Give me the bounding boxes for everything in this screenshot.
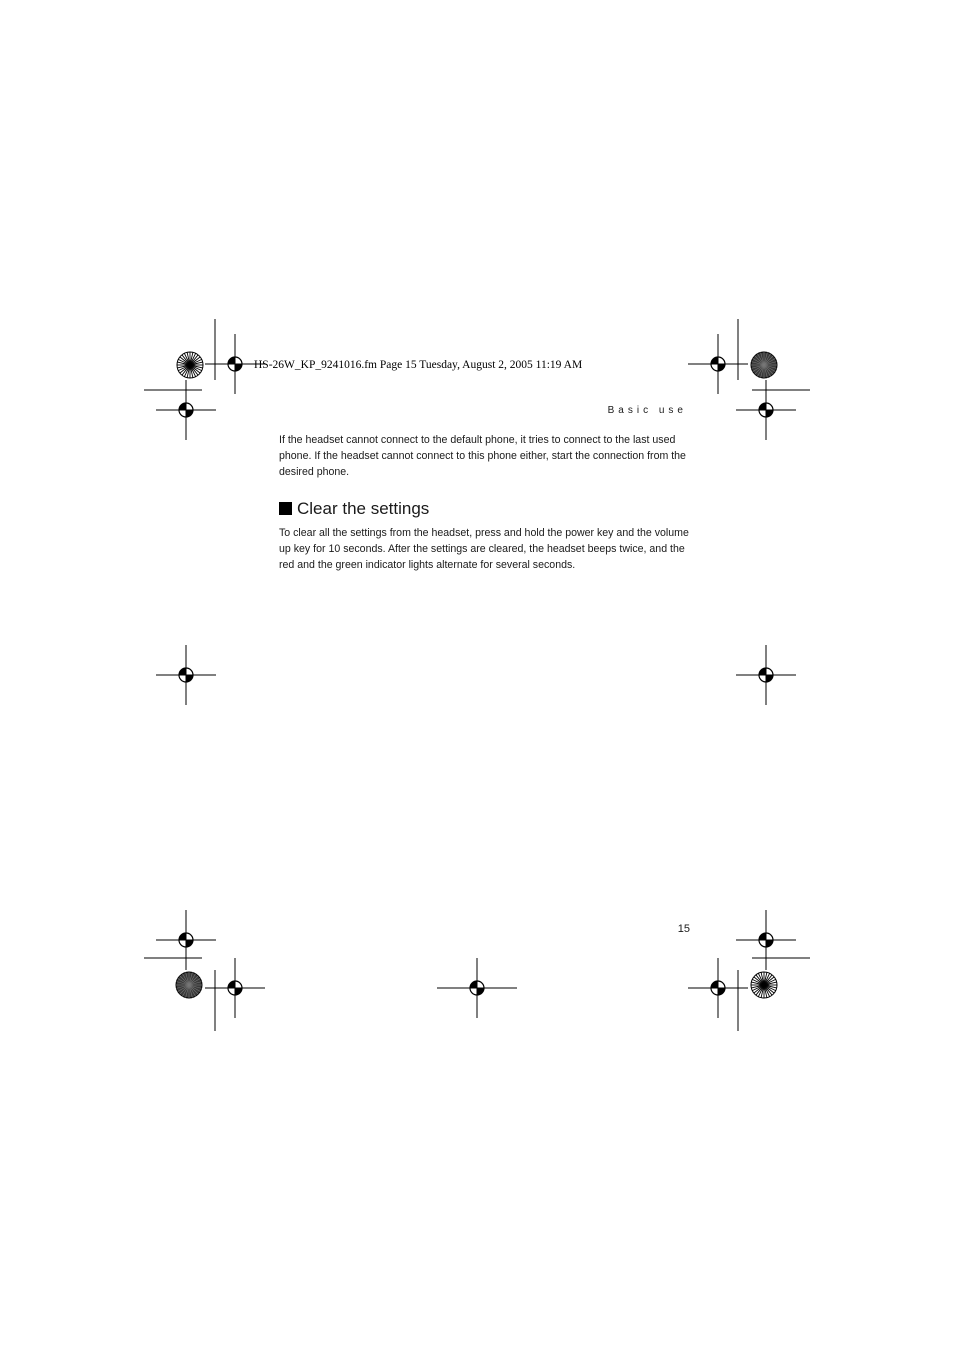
registration-target-icon xyxy=(156,380,216,440)
dark-registration-dot-icon xyxy=(751,352,777,378)
file-slug-line: HS-26W_KP_9241016.fm Page 15 Tuesday, August 2, 2005 11:19 AM xyxy=(254,359,583,371)
section-heading-text: Clear the settings xyxy=(297,499,430,518)
running-head: Basic use xyxy=(607,405,687,416)
dark-registration-dot-icon xyxy=(176,972,202,998)
registration-target-icon xyxy=(156,910,216,970)
square-bullet-icon xyxy=(279,502,292,515)
connect-fallback-paragraph: If the headset cannot connect to the default phone, it tries to connect to the last used phone. If the headset cannot connect to this phone either, start the connection from the desired phone. xyxy=(279,434,686,478)
clear-settings-paragraph: To clear all the settings from the headset, press and hold the power key and the volume up key for 10 seconds. After the settings are cleared, the headset beeps twice, and the red and the green indicator lights alternate for several seconds. xyxy=(279,527,689,571)
registration-target-icon xyxy=(688,334,748,394)
starburst-mark-icon xyxy=(177,352,203,378)
registration-target-icon xyxy=(156,645,216,705)
registration-target-icon xyxy=(688,958,748,1018)
registration-target-icon xyxy=(736,645,796,705)
registration-target-icon xyxy=(736,380,796,440)
registration-target-icon xyxy=(736,910,796,970)
page-number: 15 xyxy=(677,923,690,935)
section-heading xyxy=(279,498,429,520)
registration-target-icon xyxy=(205,958,265,1018)
starburst-mark-icon xyxy=(751,972,777,998)
